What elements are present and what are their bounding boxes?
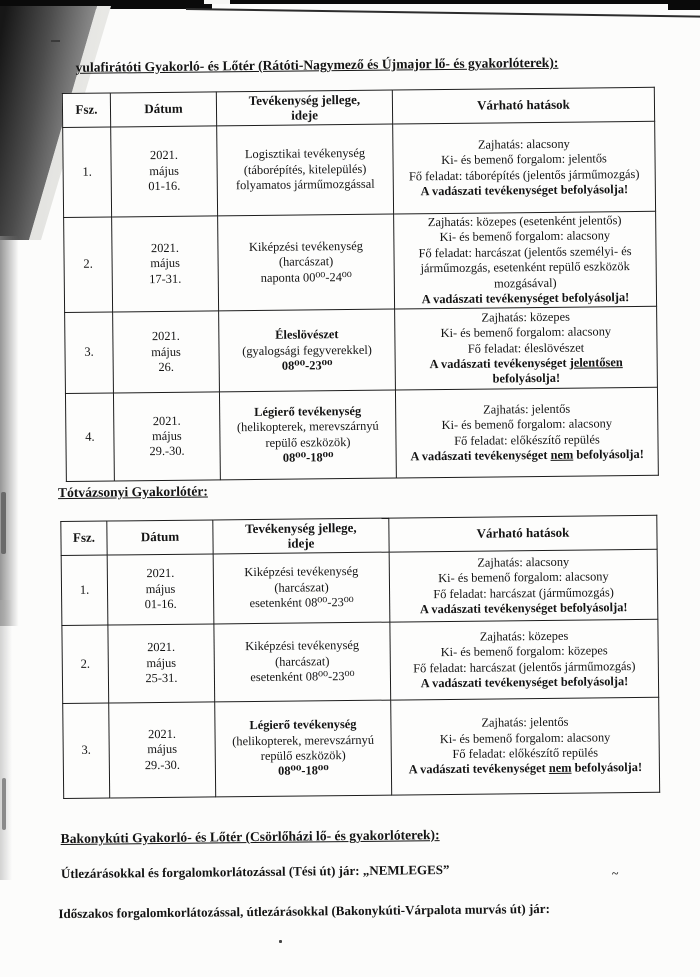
activity-time: 08⁰⁰-18⁰⁰ (282, 450, 334, 465)
impact-line: Ki- és bemenő forgalom: alacsony (439, 729, 611, 746)
date-line: 29.-30. (149, 444, 185, 459)
impact-cell (395, 307, 658, 391)
activity-cell (215, 700, 392, 797)
activity-line: Kiképzési tevékenység (248, 238, 363, 255)
header-activity (216, 90, 392, 126)
impact-line: Fő feladat: előkészítő repülés (452, 745, 599, 761)
header-activity-line1: Tevékenység jellege, (245, 519, 357, 536)
date-line: 2021. (146, 566, 175, 581)
activity-cell (219, 390, 396, 480)
impact-conclusion-text: befolyásolja! (574, 760, 643, 776)
activity-line: Kiképzési tevékenység (245, 638, 360, 654)
date-cell (112, 216, 219, 312)
impact-line: Ki- és bemenő forgalom: közepes (440, 643, 608, 660)
impact-line: Ki- és bemenő forgalom: alacsony (438, 569, 609, 586)
row-number: 3. (63, 703, 110, 798)
activity-line: (harcászat) (274, 580, 329, 595)
section-heading-bakonykut (61, 827, 440, 847)
section-heading-text: yulafirátóti Gyakorló- és Lőtér (Rátóti-Nagymező és Újmajor lő- és gyakorlóterek): (75, 54, 559, 75)
activity-time: esetenként 08⁰⁰-23⁰⁰ (250, 669, 355, 685)
date-line: 2021. (148, 726, 177, 742)
table-row (62, 619, 659, 703)
impact-conclusion-text: befolyásolja! (492, 371, 561, 386)
row-number: 4. (65, 393, 114, 481)
impact-line: Ki- és bemenő forgalom: alacsony (441, 416, 613, 433)
activity-line: (harcászat) (278, 254, 334, 270)
impact-line: Zajhatás: közepes (479, 628, 569, 644)
header-activity-line1: Tevékenység jellege, (248, 91, 361, 108)
section-heading-gyulafiratot (75, 55, 558, 76)
impact-line: Ki- és bemenő forgalom: alacsony (440, 324, 612, 341)
activity-line: (helikopterek, merevszárnyú repülő eszközök) (236, 419, 379, 450)
header-fsz: Fsz. (61, 521, 107, 555)
impact-conclusion: A vadászati tevékenységet befolyásolja! (420, 181, 629, 199)
header-fsz: Fsz. (62, 93, 110, 128)
header-impact: Várható hatások (389, 515, 657, 552)
activity-time: esetenként 08⁰⁰-23⁰⁰ (249, 595, 354, 611)
activity-cell (213, 552, 390, 624)
impact-conclusion (395, 760, 656, 778)
activity-line: Kiképzési tevékenység (244, 564, 359, 580)
section-heading-text: Tótvázsonyi Gyakorlótér: (57, 483, 208, 501)
date-line: 26. (158, 359, 175, 374)
date-cell (113, 392, 220, 481)
activity-line: (harcászat) (275, 654, 330, 669)
date-line: május (149, 163, 180, 178)
impact-conclusion: A vadászati tevékenységet befolyásolja! (420, 673, 629, 691)
activity-time: 08⁰⁰-23⁰⁰ (281, 358, 333, 373)
impact-line: Ki- és bemenő forgalom: alacsony (439, 228, 611, 245)
impact-cell (393, 121, 656, 214)
impact-line: Zajhatás: közepes (esetenként jelentős) (427, 213, 622, 230)
row-number: 1. (63, 127, 112, 217)
activity-time: 08⁰⁰-18⁰⁰ (278, 763, 329, 779)
date-line: 2021. (151, 328, 180, 344)
row-number: 3. (65, 312, 114, 393)
impact-conclusion-underlined: nem (548, 761, 572, 776)
section-heading-text: Bakonykúti Gyakorló- és Lőtér (Csörlőházi lő- és gyakorlóterek): (60, 827, 440, 847)
date-cell (107, 554, 214, 625)
impact-line: Fő feladat: harcászat (jelentős járműmozgás) (413, 658, 636, 675)
impact-conclusion: A vadászati tevékenységet befolyásolja! (419, 599, 628, 617)
activity-cell (219, 309, 396, 392)
date-cell (113, 311, 220, 393)
date-line: 25-31. (145, 671, 178, 686)
impact-line: Zajhatás: jelentős (481, 714, 569, 730)
table-row (65, 388, 658, 482)
activity-cell (217, 124, 394, 216)
activity-line: Légierő tevékenység (254, 403, 362, 420)
impact-conclusion-underlined: nem (550, 447, 574, 463)
activity-cell (218, 214, 395, 311)
section-heading-totvazsony (58, 483, 208, 501)
date-cell (111, 126, 218, 217)
impact-line: Zajhatás: közepes (481, 309, 570, 325)
impact-line: Ki- és bemenő forgalom: jelentős (441, 151, 607, 168)
date-cell (108, 624, 215, 703)
date-line: 01-16. (148, 178, 181, 194)
date-line: 2021. (150, 240, 179, 256)
impact-conclusion-text: A vadászati tevékenységet (408, 761, 546, 777)
impact-line: Fő feladat: harcászat (jelentős személyi- és járműmozgás, esetenként repülő eszközök mozgásával) (418, 243, 632, 290)
note-idoszakos: Időszakos forgalomkorlátozással, útlezárásokkal (Bakonykúti-Várpalota murvás út) jár: (58, 900, 550, 922)
date-line: május (146, 655, 177, 670)
date-line: 29.-30. (144, 757, 180, 772)
schedule-table-gyulafiratot (62, 87, 659, 482)
schedule-table-totvazsony (60, 515, 660, 799)
impact-conclusion (399, 355, 654, 388)
activity-cell (214, 622, 391, 702)
activity-line: (helikopterek, merevszárnyú repülő eszközök) (232, 732, 375, 763)
date-line: 01-16. (144, 597, 177, 612)
row-number: 2. (64, 217, 113, 313)
activity-line: Logisztikai tevékenység (244, 146, 366, 162)
table-row (61, 549, 658, 625)
impact-line: Fő feladat: éleslövészet (467, 340, 585, 356)
date-line: 17-31. (149, 271, 182, 286)
table-row (63, 697, 660, 798)
activity-line: Légierő tevékenység (249, 717, 357, 733)
impact-conclusion-underlined: jelentősen (569, 355, 623, 370)
note-tesi-ut: Útlezárásokkal és forgalomkorlátozással (Tési út) jár: „NEMLEGES” (60, 861, 450, 882)
impact-cell (391, 697, 660, 795)
header-activity (213, 518, 389, 554)
activity-line: naponta 00⁰⁰-24⁰⁰ (260, 269, 352, 285)
table-row (63, 121, 656, 217)
activity-line: folyamatos járműmozgással (235, 176, 375, 193)
impact-line: Fő feladat: harcászat (járműmozgás) (433, 584, 614, 601)
impact-conclusion (400, 447, 655, 465)
date-line: 2021. (147, 640, 176, 655)
table-row (65, 307, 658, 394)
impact-cell (395, 388, 658, 479)
activity-line: (gyalogsági fegyverekkel) (242, 342, 372, 358)
date-line: május (145, 581, 176, 596)
date-line: május (152, 428, 182, 444)
header-activity-line2: ideje (287, 534, 315, 551)
impact-conclusion: A vadászati tevékenységet befolyásolja! (421, 289, 630, 307)
date-cell (109, 702, 216, 798)
impact-conclusion-text: A vadászati tevékenységet (410, 448, 548, 464)
header-datum: Dátum (110, 92, 216, 127)
impact-line: Fő feladat: táborépítés (jelentős járműmozgás) (408, 166, 640, 183)
header-impact: Várható hatások (392, 87, 654, 124)
row-number: 2. (62, 625, 109, 703)
activity-line: Éleslövészet (275, 327, 339, 342)
table-row (64, 211, 657, 312)
row-number: 1. (61, 555, 108, 625)
date-line: május (150, 256, 180, 271)
impact-conclusion-text: befolyásolja! (576, 447, 644, 462)
impact-cell (394, 211, 657, 309)
impact-cell (390, 619, 659, 700)
date-line: május (151, 344, 181, 359)
header-datum: Dátum (107, 520, 213, 555)
impact-line: Zajhatás: alacsony (477, 554, 570, 570)
impact-cell (389, 549, 658, 622)
impact-line: Zajhatás: alacsony (477, 136, 570, 152)
impact-line: Zajhatás: jelentős (483, 401, 571, 417)
date-line: 2021. (152, 413, 181, 428)
stray-pen-mark: ~ (612, 866, 619, 880)
impact-conclusion-text: A vadászati tevékenységet (429, 355, 567, 372)
header-activity-line2: ideje (291, 106, 318, 123)
date-line: május (147, 742, 178, 757)
impact-line: Fő feladat: előkészítő repülés (454, 432, 600, 448)
date-line: 2021. (149, 148, 178, 163)
activity-line: (táborépítés, kitelepülés) (243, 161, 367, 177)
